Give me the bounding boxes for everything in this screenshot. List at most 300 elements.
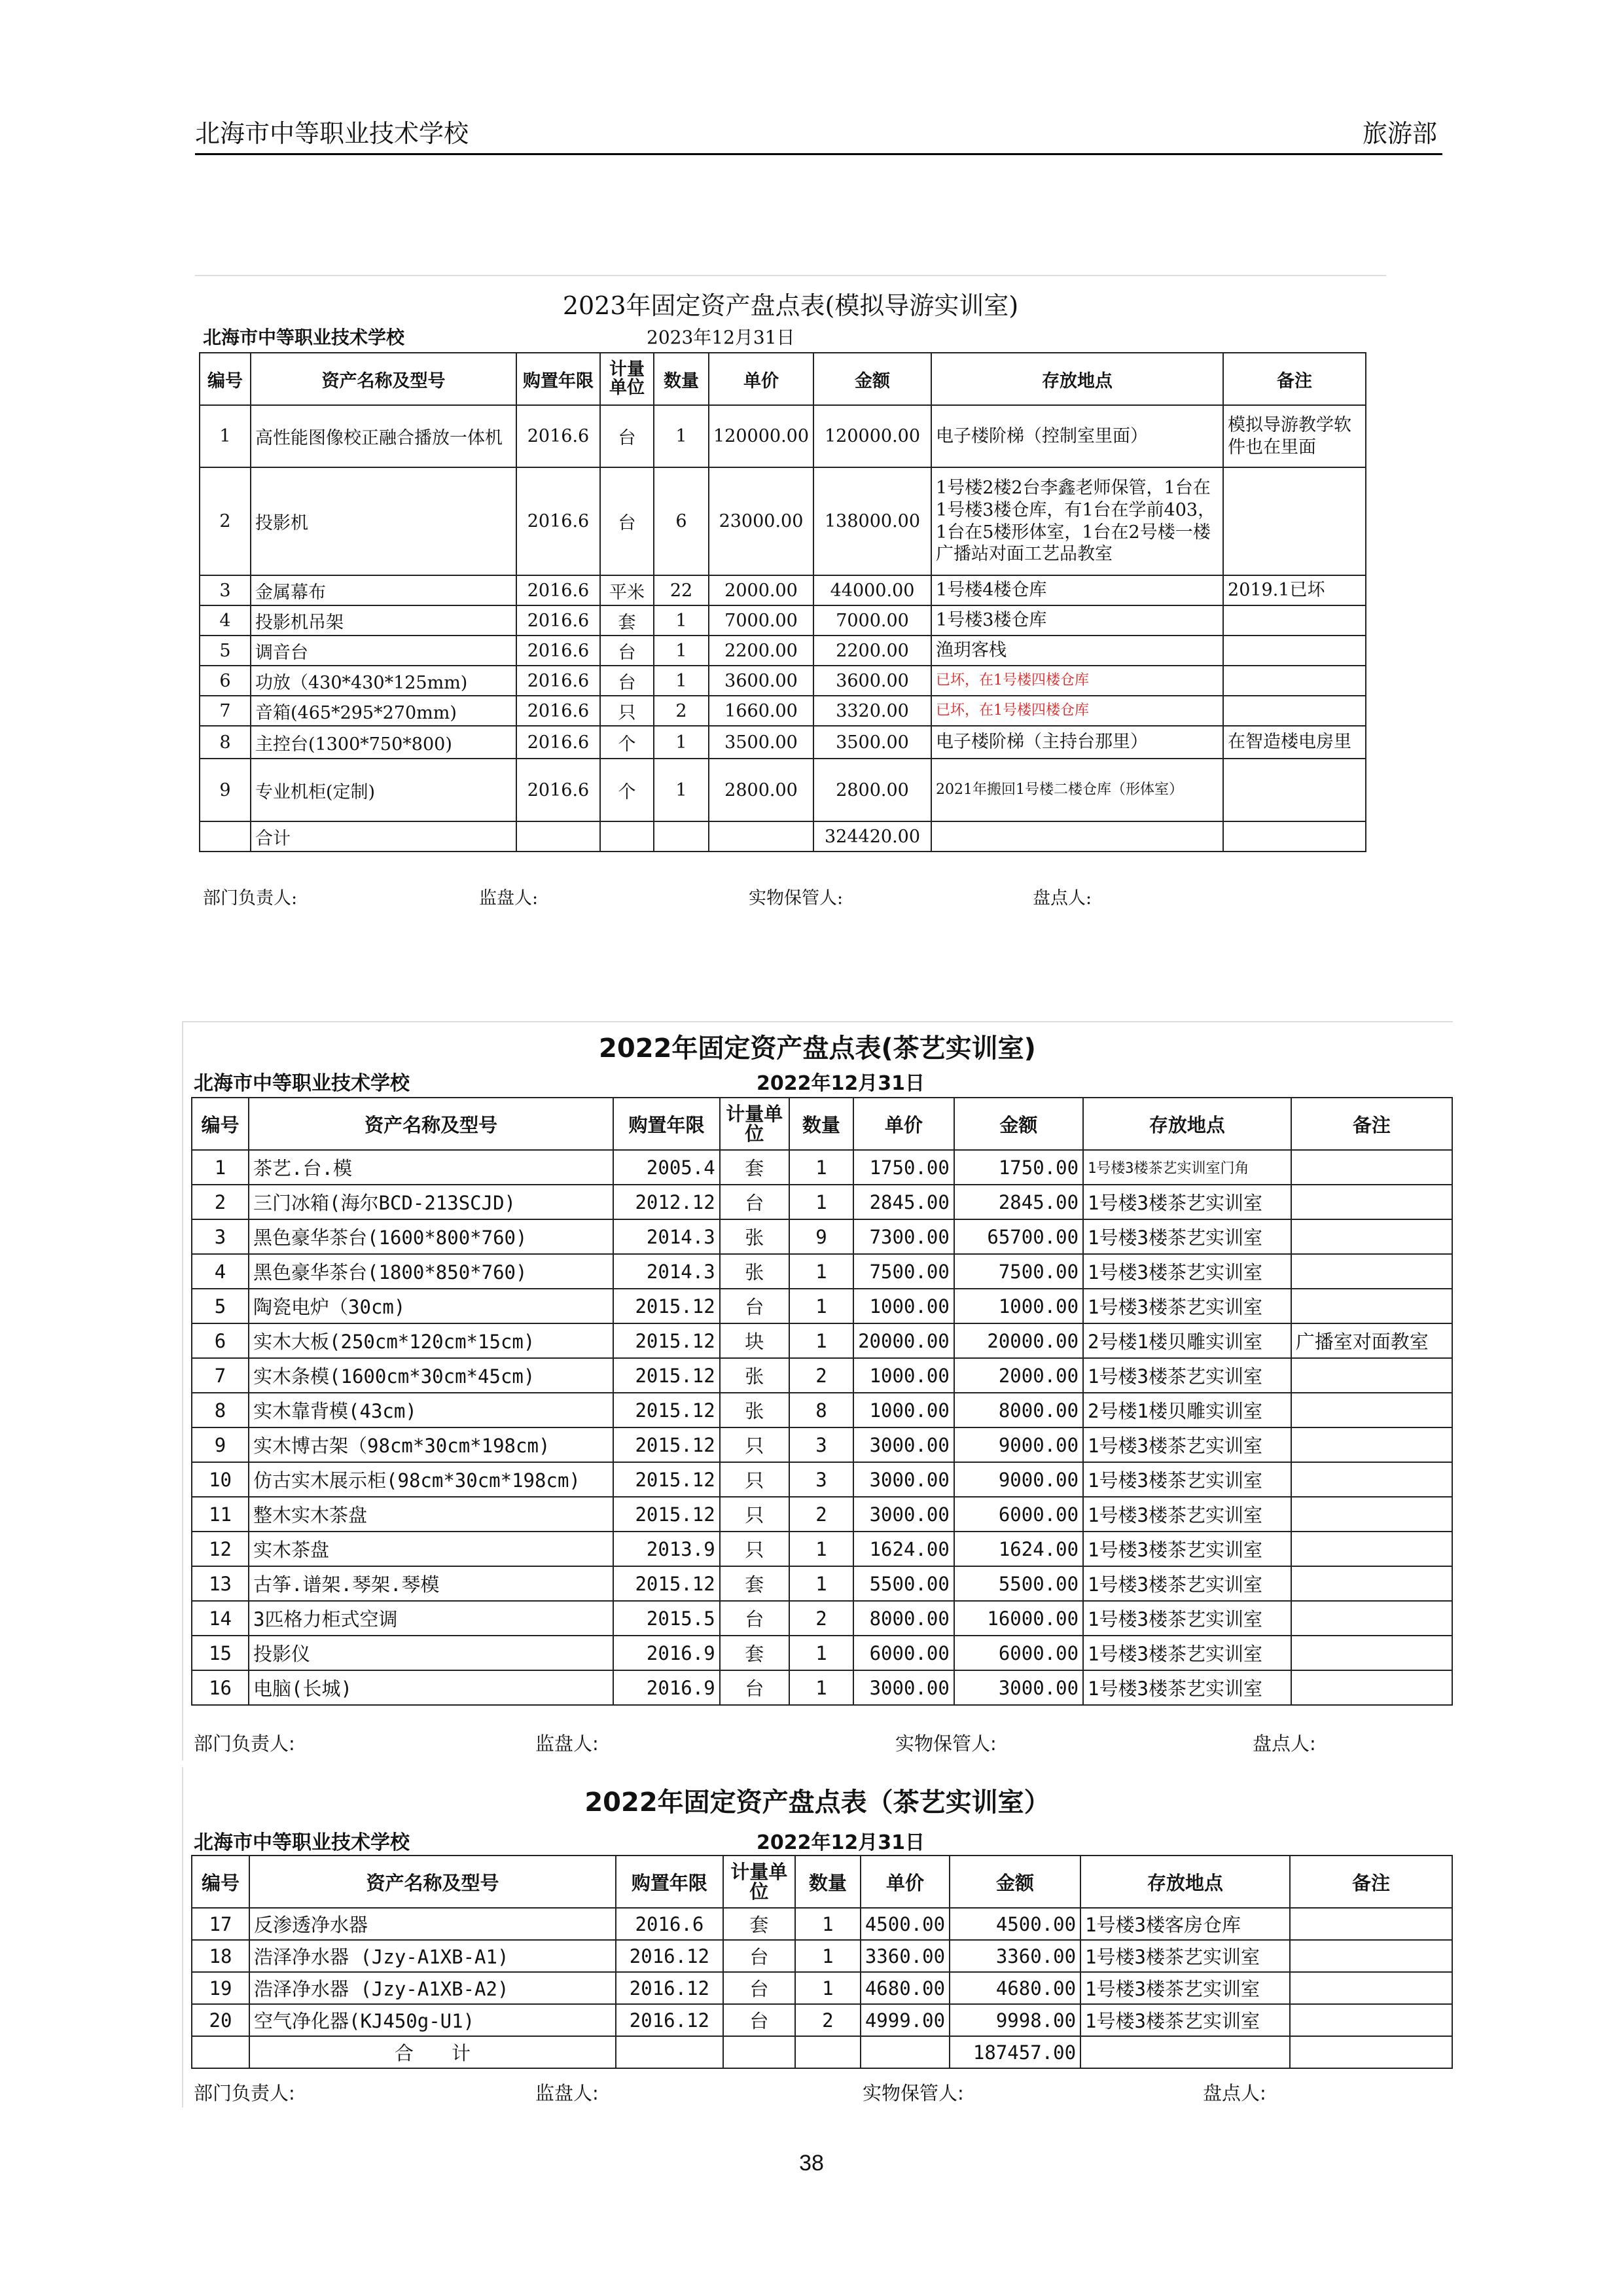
- cell-location: 1号楼3楼茶艺实训室: [1083, 1254, 1291, 1289]
- cell-quantity: 3: [789, 1427, 853, 1462]
- cell-quantity: 1: [789, 1566, 853, 1601]
- cell-purchase-year: 2016.6: [516, 467, 600, 575]
- cell-asset-name: 实木博古架（98cm*30cm*198cm): [249, 1427, 613, 1462]
- cell-purchase-year: 2015.12: [613, 1323, 719, 1358]
- cell-location: 1号楼4楼仓库: [931, 575, 1223, 605]
- cell-unit-price: 3500.00: [709, 726, 813, 759]
- sheet2-header-row: [192, 1098, 1452, 1150]
- table-row: [192, 1566, 1452, 1601]
- cell-location: 1号楼3楼茶艺实训室: [1083, 1358, 1291, 1393]
- cell-unit: 张: [720, 1254, 789, 1289]
- sheet1-footer-dept: 部门负责人:: [203, 888, 298, 908]
- cell-unit: 张: [720, 1393, 789, 1427]
- sheet3-title: 2022年固定资产盘点表（茶艺实训室）: [584, 1787, 1050, 1818]
- column-header-purchase-year: 购置年限: [616, 1856, 723, 1908]
- cell-id: 8: [200, 726, 251, 759]
- cell-amount: 9000.00: [954, 1462, 1083, 1497]
- column-header-quantity: 数量: [795, 1856, 861, 1908]
- cell-unit-price: 1660.00: [709, 696, 813, 726]
- cell-remark: 2019.1已坏: [1223, 575, 1366, 605]
- cell-amount: 7000.00: [813, 605, 931, 636]
- cell-id: 2: [200, 467, 251, 575]
- cell-remark: [1291, 1670, 1452, 1705]
- table-row: [192, 1254, 1452, 1289]
- cell-asset-name: 浩泽净水器 (Jzy-A1XB-A2): [249, 1972, 616, 2004]
- table-row: [200, 759, 1366, 821]
- cell-purchase-year: 2015.12: [613, 1566, 719, 1601]
- cell-id: 4: [192, 1254, 249, 1289]
- column-header-amount: 金额: [813, 353, 931, 405]
- cell-purchase-year: 2015.12: [613, 1289, 719, 1323]
- column-header-purchase-year: 购置年限: [516, 353, 600, 405]
- cell-unit-price: 1000.00: [853, 1358, 954, 1393]
- cell-unit: 台: [720, 1289, 789, 1323]
- cell-amount: 2800.00: [813, 759, 931, 821]
- cell-location: 1号楼3楼茶艺实训室: [1083, 1185, 1291, 1219]
- cell-unit: 台: [720, 1670, 789, 1705]
- column-header-id: 编号: [192, 1098, 249, 1150]
- cell-id: 17: [192, 1908, 249, 1940]
- table-row: [200, 467, 1366, 575]
- cell-amount: 2845.00: [954, 1185, 1083, 1219]
- cell-asset-name: 黑色豪华茶台(1600*800*760): [249, 1219, 613, 1254]
- cell-asset-name: 古筝.谱架.琴架.琴模: [249, 1566, 613, 1601]
- column-header-unit: 计量单位: [600, 353, 654, 405]
- column-header-unit-price: 单价: [861, 1856, 950, 1908]
- cell-unit-price: 1000.00: [853, 1289, 954, 1323]
- cell-remark: [1291, 1393, 1452, 1427]
- cell-unit: 只: [720, 1497, 789, 1532]
- cell-purchase-year: 2015.12: [613, 1427, 719, 1462]
- empty-cell: [1223, 821, 1366, 852]
- cell-id: 7: [192, 1358, 249, 1393]
- cell-unit: 台: [723, 2004, 795, 2036]
- cell-remark: [1223, 696, 1366, 726]
- cell-unit: 台: [600, 636, 654, 666]
- sheet3-header-row: [192, 1856, 1452, 1908]
- sheet1-footer-counter: 盘点人:: [1033, 888, 1092, 908]
- cell-quantity: 2: [795, 2004, 861, 2036]
- table-row: [192, 1972, 1452, 2004]
- cell-purchase-year: 2012.12: [613, 1185, 719, 1219]
- table-row: [192, 1289, 1452, 1323]
- cell-amount: 6000.00: [954, 1636, 1083, 1670]
- cell-location: 渔玥客栈: [931, 636, 1223, 666]
- cell-amount: 1750.00: [954, 1150, 1083, 1185]
- cell-quantity: 1: [654, 636, 709, 666]
- cell-purchase-year: 2013.9: [613, 1532, 719, 1566]
- table-row: [200, 726, 1366, 759]
- cell-amount: 3360.00: [950, 1940, 1080, 1972]
- sheet3-table: [191, 1855, 1453, 2069]
- cell-id: 14: [192, 1601, 249, 1636]
- empty-cell: [1290, 2036, 1452, 2068]
- cell-id: 1: [200, 405, 251, 467]
- cell-location: 1号楼3楼茶艺实训室: [1083, 1497, 1291, 1532]
- cell-unit-price: 7300.00: [853, 1219, 954, 1254]
- cell-remark: [1291, 1254, 1452, 1289]
- sheet2-footer-counter: 盘点人:: [1253, 1732, 1316, 1755]
- column-header-unit: 计量单位: [720, 1098, 789, 1150]
- sheet3-footer-custodian: 实物保管人:: [863, 2082, 964, 2104]
- sheet1-date: 2023年12月31日: [647, 327, 795, 348]
- cell-location: 已坏，在1号楼四楼仓库: [931, 666, 1223, 696]
- cell-unit-price: 1624.00: [853, 1532, 954, 1566]
- table-row: [192, 1462, 1452, 1497]
- cell-quantity: 6: [654, 467, 709, 575]
- cell-id: 16: [192, 1670, 249, 1705]
- cell-id: 1: [192, 1150, 249, 1185]
- cell-unit-price: 20000.00: [853, 1323, 954, 1358]
- cell-asset-name: 电脑(长城): [249, 1670, 613, 1705]
- cell-unit: 只: [720, 1427, 789, 1462]
- cell-remark: [1223, 605, 1366, 636]
- column-header-location: 存放地点: [1083, 1098, 1291, 1150]
- sheet3-footer-counter: 盘点人:: [1203, 2082, 1266, 2104]
- cell-amount: 3000.00: [954, 1670, 1083, 1705]
- cell-amount: 3500.00: [813, 726, 931, 759]
- cell-unit-price: 3600.00: [709, 666, 813, 696]
- cell-quantity: 1: [789, 1289, 853, 1323]
- cell-remark: [1291, 1150, 1452, 1185]
- sheet2-footer-supervisor: 监盘人:: [535, 1732, 599, 1755]
- cell-quantity: 1: [789, 1323, 853, 1358]
- empty-cell: [931, 821, 1223, 852]
- sheet3-school: 北海市中等职业技术学校: [194, 1831, 410, 1854]
- empty-cell: [795, 2036, 861, 2068]
- table-row: [200, 636, 1366, 666]
- cell-unit: 套: [723, 1908, 795, 1940]
- column-header-remark: 备注: [1291, 1098, 1452, 1150]
- column-header-asset-name: 资产名称及型号: [251, 353, 516, 405]
- cell-remark: [1223, 467, 1366, 575]
- cell-amount: 8000.00: [954, 1393, 1083, 1427]
- table-row: [192, 1940, 1452, 1972]
- empty-cell: [654, 821, 709, 852]
- table-row: [200, 575, 1366, 605]
- cell-quantity: 3: [789, 1462, 853, 1497]
- cell-unit-price: 2845.00: [853, 1185, 954, 1219]
- cell-quantity: 1: [789, 1670, 853, 1705]
- column-header-asset-name: 资产名称及型号: [249, 1856, 616, 1908]
- cell-unit: 块: [720, 1323, 789, 1358]
- cell-remark: [1291, 1358, 1452, 1393]
- cell-id: 3: [200, 575, 251, 605]
- table-row: [192, 1185, 1452, 1219]
- cell-location: 1号楼3楼茶艺实训室: [1083, 1219, 1291, 1254]
- empty-cell: [709, 821, 813, 852]
- cell-amount: 1000.00: [954, 1289, 1083, 1323]
- cell-amount: 138000.00: [813, 467, 931, 575]
- cell-purchase-year: 2015.12: [613, 1358, 719, 1393]
- table-row: [192, 2004, 1452, 2036]
- cell-location: 1号楼3楼茶艺实训室: [1083, 1289, 1291, 1323]
- header-department: 旅游部: [1362, 119, 1437, 148]
- cell-location: 1号楼3楼茶艺实训室: [1083, 1427, 1291, 1462]
- cell-unit: 台: [723, 1940, 795, 1972]
- sheet-tea-art-2: [182, 1767, 1453, 2108]
- cell-amount: 4680.00: [950, 1972, 1080, 2004]
- cell-location: 1号楼3楼茶艺实训室: [1083, 1566, 1291, 1601]
- table-row: [192, 1393, 1452, 1427]
- sheet-tea-art-1: [182, 1021, 1453, 1761]
- cell-unit: 个: [600, 759, 654, 821]
- cell-asset-name: 陶瓷电炉（30cm): [249, 1289, 613, 1323]
- cell-unit-price: 4500.00: [861, 1908, 950, 1940]
- cell-location: 1号楼3楼茶艺实训室: [1083, 1462, 1291, 1497]
- table-row: [200, 666, 1366, 696]
- cell-purchase-year: 2016.6: [516, 405, 600, 467]
- sheet2-title: 2022年固定资产盘点表(茶艺实训室): [599, 1033, 1036, 1064]
- table-row: [192, 1908, 1452, 1940]
- cell-remark: [1223, 636, 1366, 666]
- empty-cell: [192, 2036, 249, 2068]
- cell-location: 1号楼3楼茶艺实训室: [1080, 2004, 1290, 2036]
- cell-unit: 只: [720, 1532, 789, 1566]
- cell-amount: 7500.00: [954, 1254, 1083, 1289]
- cell-quantity: 22: [654, 575, 709, 605]
- column-header-quantity: 数量: [789, 1098, 853, 1150]
- cell-amount: 9000.00: [954, 1427, 1083, 1462]
- sheet-simulated-tour-guide: [195, 275, 1386, 908]
- table-row: [192, 1150, 1452, 1185]
- cell-quantity: 1: [789, 1532, 853, 1566]
- cell-asset-name: 实木条模(1600cm*30cm*45cm): [249, 1358, 613, 1393]
- table-row: [192, 1219, 1452, 1254]
- table-row: [200, 405, 1366, 467]
- cell-purchase-year: 2016.6: [516, 726, 600, 759]
- cell-quantity: 1: [795, 1940, 861, 1972]
- cell-asset-name: 实木茶盘: [249, 1532, 613, 1566]
- cell-unit-price: 2200.00: [709, 636, 813, 666]
- cell-asset-name: 三门冰箱(海尔BCD-213SCJD): [249, 1185, 613, 1219]
- cell-purchase-year: 2016.6: [516, 666, 600, 696]
- cell-remark: [1291, 1636, 1452, 1670]
- cell-remark: 模拟导游教学软件也在里面: [1223, 405, 1366, 467]
- column-header-id: 编号: [200, 353, 251, 405]
- cell-id: 19: [192, 1972, 249, 2004]
- empty-cell: [516, 821, 600, 852]
- page-header: [195, 117, 1442, 155]
- page-number: 38: [799, 2151, 824, 2176]
- cell-id: 11: [192, 1497, 249, 1532]
- cell-id: 2: [192, 1185, 249, 1219]
- sheet2-footer-dept: 部门负责人:: [194, 1732, 295, 1755]
- table-row: [192, 1601, 1452, 1636]
- column-header-id: 编号: [192, 1856, 249, 1908]
- cell-amount: 65700.00: [954, 1219, 1083, 1254]
- table-row: [192, 1532, 1452, 1566]
- sheet2-table: [191, 1097, 1453, 1706]
- sheet2-date: 2022年12月31日: [757, 1072, 925, 1095]
- cell-quantity: 1: [654, 666, 709, 696]
- cell-location: 1号楼3楼茶艺实训室: [1080, 1940, 1290, 1972]
- cell-unit: 张: [720, 1219, 789, 1254]
- cell-purchase-year: 2016.12: [616, 2004, 723, 2036]
- cell-unit-price: 2000.00: [709, 575, 813, 605]
- cell-amount: 2000.00: [954, 1358, 1083, 1393]
- cell-unit: 台: [720, 1185, 789, 1219]
- cell-asset-name: 投影仪: [249, 1636, 613, 1670]
- cell-location: 电子楼阶梯（控制室里面）: [931, 405, 1223, 467]
- cell-id: 9: [200, 759, 251, 821]
- cell-location: 1号楼3楼茶艺实训室: [1083, 1601, 1291, 1636]
- column-header-unit: 计量单位: [723, 1856, 795, 1908]
- sheet3-total-row: [192, 2036, 1452, 2068]
- cell-purchase-year: 2016.6: [616, 1908, 723, 1940]
- sheet1-table: [199, 352, 1366, 852]
- cell-purchase-year: 2015.12: [613, 1497, 719, 1532]
- cell-unit: 台: [723, 1972, 795, 2004]
- empty-cell: [1080, 2036, 1290, 2068]
- cell-id: 18: [192, 1940, 249, 1972]
- cell-unit: 台: [720, 1601, 789, 1636]
- cell-unit: 台: [600, 666, 654, 696]
- empty-cell: [723, 2036, 795, 2068]
- cell-asset-name: 整木实木茶盘: [249, 1497, 613, 1532]
- cell-asset-name: 投影机吊架: [251, 605, 516, 636]
- cell-quantity: 1: [795, 1972, 861, 2004]
- column-header-unit-price: 单价: [709, 353, 813, 405]
- cell-location: 1号楼3楼茶艺实训室门角: [1083, 1150, 1291, 1185]
- cell-remark: [1291, 1497, 1452, 1532]
- cell-asset-name: 空气净化器(KJ450g-U1): [249, 2004, 616, 2036]
- cell-amount: 20000.00: [954, 1323, 1083, 1358]
- cell-id: 7: [200, 696, 251, 726]
- total-amount: 187457.00: [950, 2036, 1080, 2068]
- table-row: [200, 605, 1366, 636]
- cell-id: 12: [192, 1532, 249, 1566]
- cell-purchase-year: 2015.5: [613, 1601, 719, 1636]
- cell-id: 15: [192, 1636, 249, 1670]
- total-label: 合计: [251, 821, 516, 852]
- cell-purchase-year: 2016.6: [516, 575, 600, 605]
- cell-purchase-year: 2016.6: [516, 636, 600, 666]
- cell-quantity: 8: [789, 1393, 853, 1427]
- cell-remark: [1291, 1566, 1452, 1601]
- sheet2-school: 北海市中等职业技术学校: [194, 1072, 410, 1095]
- empty-cell: [600, 821, 654, 852]
- cell-unit: 套: [720, 1566, 789, 1601]
- cell-unit: 台: [600, 405, 654, 467]
- header-school: 北海市中等职业技术学校: [195, 119, 469, 148]
- cell-id: 13: [192, 1566, 249, 1601]
- cell-location: 2号楼1楼贝雕实训室: [1083, 1323, 1291, 1358]
- cell-id: 9: [192, 1427, 249, 1462]
- cell-location: 2号楼1楼贝雕实训室: [1083, 1393, 1291, 1427]
- cell-purchase-year: 2016.6: [516, 605, 600, 636]
- cell-remark: [1223, 759, 1366, 821]
- cell-unit-price: 4999.00: [861, 2004, 950, 2036]
- table-row: [192, 1636, 1452, 1670]
- cell-remark: [1291, 1462, 1452, 1497]
- cell-quantity: 1: [654, 605, 709, 636]
- cell-unit: 套: [720, 1636, 789, 1670]
- table-row: [192, 1358, 1452, 1393]
- cell-unit-price: 8000.00: [853, 1601, 954, 1636]
- cell-location: 1号楼2楼2台李鑫老师保管，1台在1号楼3楼仓库，有1台在学前403，1台在5楼形体室，1台在2号楼一楼广播站对面工艺品教室: [931, 467, 1223, 575]
- sheet3-footer-dept: 部门负责人:: [194, 2082, 295, 2104]
- cell-id: 20: [192, 2004, 249, 2036]
- cell-unit-price: 7500.00: [853, 1254, 954, 1289]
- column-header-unit-price: 单价: [853, 1098, 954, 1150]
- total-label: 合 计: [249, 2036, 616, 2068]
- empty-cell: [200, 821, 251, 852]
- cell-unit: 张: [720, 1358, 789, 1393]
- cell-id: 4: [200, 605, 251, 636]
- cell-purchase-year: 2005.4: [613, 1150, 719, 1185]
- cell-unit-price: 3360.00: [861, 1940, 950, 1972]
- cell-unit-price: 3000.00: [853, 1670, 954, 1705]
- cell-unit-price: 3000.00: [853, 1462, 954, 1497]
- cell-id: 3: [192, 1219, 249, 1254]
- sheet3-date: 2022年12月31日: [757, 1831, 925, 1854]
- cell-asset-name: 功放（430*430*125mm): [251, 666, 516, 696]
- column-header-amount: 金额: [950, 1856, 1080, 1908]
- cell-amount: 3320.00: [813, 696, 931, 726]
- cell-purchase-year: 2016.9: [613, 1670, 719, 1705]
- cell-purchase-year: 2014.3: [613, 1219, 719, 1254]
- cell-purchase-year: 2015.12: [613, 1462, 719, 1497]
- cell-purchase-year: 2016.12: [616, 1972, 723, 2004]
- cell-quantity: 2: [789, 1601, 853, 1636]
- column-header-asset-name: 资产名称及型号: [249, 1098, 613, 1150]
- cell-amount: 3600.00: [813, 666, 931, 696]
- cell-amount: 6000.00: [954, 1497, 1083, 1532]
- cell-remark: [1290, 1908, 1452, 1940]
- sheet2-footer-custodian: 实物保管人:: [895, 1732, 997, 1755]
- cell-asset-name: 高性能图像校正融合播放一体机: [251, 405, 516, 467]
- cell-id: 10: [192, 1462, 249, 1497]
- cell-unit: 台: [600, 467, 654, 575]
- cell-asset-name: 投影机: [251, 467, 516, 575]
- cell-asset-name: 茶艺.台.模: [249, 1150, 613, 1185]
- cell-location: 1号楼3楼客房仓库: [1080, 1908, 1290, 1940]
- cell-quantity: 1: [789, 1254, 853, 1289]
- cell-amount: 4500.00: [950, 1908, 1080, 1940]
- cell-remark: 在智造楼电房里: [1223, 726, 1366, 759]
- cell-location: 1号楼3楼茶艺实训室: [1083, 1532, 1291, 1566]
- cell-amount: 44000.00: [813, 575, 931, 605]
- cell-asset-name: 反渗透净水器: [249, 1908, 616, 1940]
- cell-amount: 1624.00: [954, 1532, 1083, 1566]
- cell-unit-price: 120000.00: [709, 405, 813, 467]
- cell-location: 1号楼3楼茶艺实训室: [1080, 1972, 1290, 2004]
- cell-location: 电子楼阶梯（主持台那里）: [931, 726, 1223, 759]
- cell-remark: [1290, 1940, 1452, 1972]
- cell-amount: 2200.00: [813, 636, 931, 666]
- sheet1-school: 北海市中等职业技术学校: [203, 327, 405, 348]
- cell-quantity: 2: [789, 1497, 853, 1532]
- cell-quantity: 1: [654, 726, 709, 759]
- cell-quantity: 1: [795, 1908, 861, 1940]
- cell-asset-name: 3匹格力柜式空调: [249, 1601, 613, 1636]
- cell-unit-price: 5500.00: [853, 1566, 954, 1601]
- cell-purchase-year: 2016.12: [616, 1940, 723, 1972]
- cell-asset-name: 黑色豪华茶台(1800*850*760): [249, 1254, 613, 1289]
- table-row: [192, 1323, 1452, 1358]
- empty-cell: [616, 2036, 723, 2068]
- cell-asset-name: 调音台: [251, 636, 516, 666]
- cell-id: 6: [192, 1323, 249, 1358]
- cell-asset-name: 金属幕布: [251, 575, 516, 605]
- cell-asset-name: 音箱(465*295*270mm): [251, 696, 516, 726]
- cell-remark: [1290, 1972, 1452, 2004]
- cell-remark: [1291, 1532, 1452, 1566]
- cell-remark: [1290, 2004, 1452, 2036]
- cell-asset-name: 实木靠背模(43cm): [249, 1393, 613, 1427]
- column-header-location: 存放地点: [931, 353, 1223, 405]
